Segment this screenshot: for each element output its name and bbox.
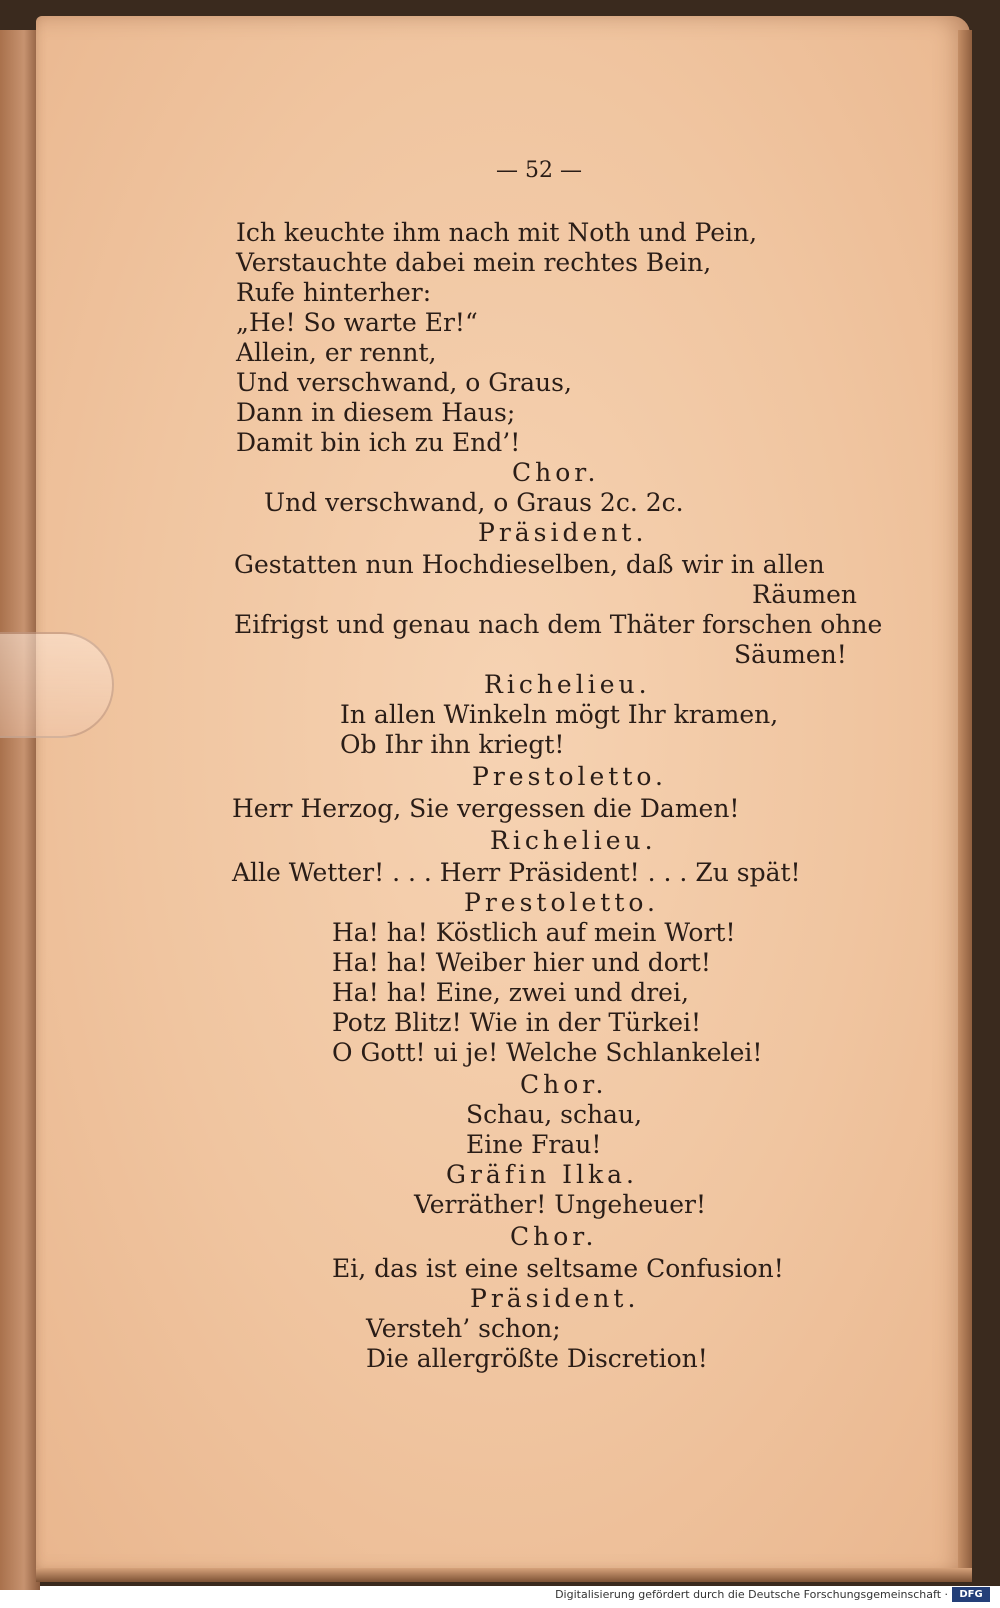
speaker-label: Chor. (520, 1070, 608, 1099)
text-line: Ei, das ist eine seltsame Confusion! (332, 1254, 784, 1283)
text-line: Allein, er rennt, (236, 338, 437, 367)
speaker-label: Präsident. (478, 518, 648, 547)
page-bottom-edge (36, 1568, 972, 1582)
digitization-credit: Digitalisierung gefördert durch die Deutsche Forschungsgemeinschaft · (555, 1588, 948, 1601)
text-line: Eine Frau! (466, 1130, 602, 1159)
text-line: Gestatten nun Hochdieselben, daß wir in allen (234, 550, 825, 579)
text-line: Ich keuchte ihm nach mit Noth und Pein, (236, 218, 758, 247)
adjacent-page-strip (0, 30, 40, 1590)
page-edge (958, 30, 972, 1575)
speaker-label: Chor. (512, 458, 600, 487)
speaker-label: Gräfin Ilka. (446, 1160, 638, 1189)
text-line: Schau, schau, (466, 1100, 643, 1129)
text-line: Und verschwand, o Graus 2c. 2c. (264, 488, 684, 517)
text-line: Herr Herzog, Sie vergessen die Damen! (232, 794, 740, 823)
speaker-label: Richelieu. (490, 826, 657, 855)
text-line: Ha! ha! Weiber hier und dort! (332, 948, 711, 977)
speaker-label: Präsident. (470, 1284, 640, 1313)
text-line: O Gott! ui je! Welche Schlankelei! (332, 1038, 763, 1067)
text-line: „He! So warte Er!“ (236, 308, 478, 337)
text-line: Verräther! Ungeheuer! (414, 1190, 707, 1219)
text-line: Ob Ihr ihn kriegt! (340, 730, 565, 759)
text-line: Alle Wetter! . . . Herr Präsident! . . . Zu spät! (232, 858, 801, 887)
text-line: In allen Winkeln mögt Ihr kramen, (340, 700, 779, 729)
text-line-continuation: Säumen! (734, 640, 847, 669)
speaker-label: Richelieu. (484, 670, 651, 699)
page-clip (0, 632, 114, 738)
text-line: Rufe hinterher: (236, 278, 432, 307)
text-line: Ha! ha! Eine, zwei und drei, (332, 978, 689, 1007)
text-line: Ha! ha! Köstlich auf mein Wort! (332, 918, 736, 947)
text-line: Und verschwand, o Graus, (236, 368, 572, 397)
text-line: Die allergrößte Discretion! (366, 1344, 708, 1373)
dfg-logo: DFG (952, 1587, 990, 1602)
page-number: — 52 — (496, 158, 582, 183)
text-line: Verstauchte dabei mein rechtes Bein, (236, 248, 712, 277)
text-line: Eifrigst und genau nach dem Thäter forschen ohne (234, 610, 883, 639)
text-line: Versteh’ schon; (366, 1314, 561, 1343)
text-line: Damit bin ich zu End’! (236, 428, 521, 457)
speaker-label: Prestoletto. (464, 888, 659, 917)
speaker-label: Chor. (510, 1222, 598, 1251)
text-line: Dann in diesem Haus; (236, 398, 516, 427)
text-line: Potz Blitz! Wie in der Türkei! (332, 1008, 702, 1037)
speaker-label: Prestoletto. (472, 762, 667, 791)
text-line-continuation: Räumen (752, 580, 858, 609)
